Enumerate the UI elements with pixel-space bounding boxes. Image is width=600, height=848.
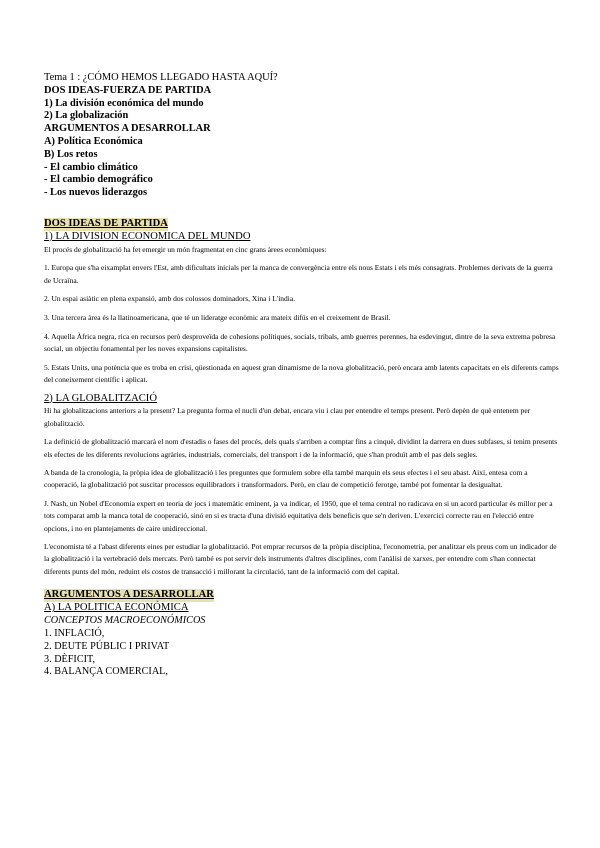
paragraph: L'economista té a l'abast diferents eines per estudiar la globalització. Pot emprar recursos de la pròpia disciplina, l'econometria, per analitzar els preus com un indicador de la globalització i la vertebració dels mercats. Però també es pot servir dels instruments d'altres disciplines, com l'anàlisi de xarxes, per entendre com s'han connectat diferents punts del món, reduint els costos de transacció i millorant la circulació, tant de la informació com del capital. (44, 542, 557, 576)
argument-item: B) Los retos (44, 148, 98, 160)
list-item: 3. DÈFICIT, (44, 653, 96, 665)
paragraph: Hi ha globalitzacions anteriors a la present? La pregunta forma el nucli d'un debat, encara viu i clau per entendre el temps present. Però depèn de què entenem per globalització. (44, 406, 531, 428)
paragraph: 2. Un espai asiàtic en plena expansió, amb dos colossos dominadors, Xina i L'índia. (44, 294, 296, 304)
paragraph: 1. Europa que s'ha eixamplat envers l'Est, amb dificultats inicials per la manca de convergència entre els nous Estats i els més consagrats. Problemes derivats de la guerra de Ucraïna. (44, 263, 553, 285)
idea-item: 1) La división económica del mundo (44, 97, 204, 109)
argument-item: - El cambio climático (44, 161, 138, 173)
concepts-title: CONCEPTOS MACROECONÓMICOS (44, 615, 206, 627)
list-item: 2. DEUTE PÚBLIC I PRIVAT (44, 640, 170, 652)
section-heading: DOS IDEAS DE PARTIDA (44, 217, 168, 229)
document-content (44, 72, 560, 679)
ideas-heading: DOS IDEAS-FUERZA DE PARTIDA (44, 84, 212, 96)
paragraph: A banda de la cronologia, la pròpia idea de globalització i les preguntes que formulem sobre ella també marquin els seus efectes i el seu abast. Així, entesa com a cooperació, la globalització pot suscitar processos equilibradors i transformadors. Però, en clau de competició ferotge, també pot fomentar la desigualtat. (44, 468, 528, 490)
argument-item: - El cambio demográfico (44, 174, 153, 186)
subsection-title: 2) LA GLOBALITZACIÓ (44, 392, 157, 404)
topic-title: Tema 1 : ¿CÓMO HEMOS LLEGADO HASTA AQUÍ? (44, 72, 278, 83)
outline-block (44, 72, 560, 200)
argument-item: - Los nuevos liderazgos (44, 187, 148, 199)
paragraph: 4. Aquella Àfrica negra, rica en recursos però desproveïda de cohesions polítiques, socials, tribals, amb guerres perennes, ha esdevingut, dintre de la seva extrema pobresa social, un objectiu fonamental per les noves expansions capitalistes. (44, 331, 556, 353)
subsection-title: 1) LA DIVISION ECONOMICA DEL MUNDO (44, 230, 251, 242)
idea-item: 2) La globalización (44, 110, 129, 122)
paragraph: La definició de globalització marcarà el nom d'estadis o fases del procés, dels quals s'arriben a comptar fins a cinquè, dividint la darrera en dues subfases, si tenim presents els efectes de les diferents revolucions agràries, industrials, comercials, del transport i de la informació, que s'han produït amb el pas dels segles. (44, 437, 558, 459)
paragraph: El procés de globalització ha fet emergir un món fragmentat en cinc grans àrees econòmiques: (44, 244, 327, 254)
paragraph: 3. Una tercera àrea és la llatinoamericana, que té un lideratge econòmic ara mateix difús en el creixement de Brasil. (44, 313, 391, 323)
section-arguments (44, 584, 560, 679)
list-item: 1. INFLACIÓ, (44, 627, 105, 639)
paragraph: 5. Estats Units, una potència que es troba en crisi, qüestionada en aquest gran dinamisme de la nova globalització, però encara amb latents capacitats en els diferents camps del coneixement científic i aplicat. (44, 362, 559, 384)
section-heading: ARGUMENTOS A DESARROLLAR (44, 589, 214, 601)
subsection-title: A) LA POLITICA ECONÓMICA (44, 602, 189, 614)
paragraph: J. Nash, un Nobel d'Economia expert en teoria de jocs i matemàtic eminent, ja va indicar, el 1950, que el tema central no radicava en si un acord particular és millor per a tots comparat amb la manca total de cooperació, sinó en si es tracta d'una divisió equitativa dels beneficis que se'n deriven. L'exercici correcte rau en l'elecció entre opcions, i no en plantejaments de caire unidireccional. (44, 499, 553, 533)
arguments-heading: ARGUMENTOS A DESARROLLAR (44, 123, 211, 135)
list-item: 4. BALANÇA COMERCIAL, (44, 666, 168, 678)
argument-item: A) Política Económica (44, 135, 143, 147)
section-ideas (44, 213, 560, 578)
